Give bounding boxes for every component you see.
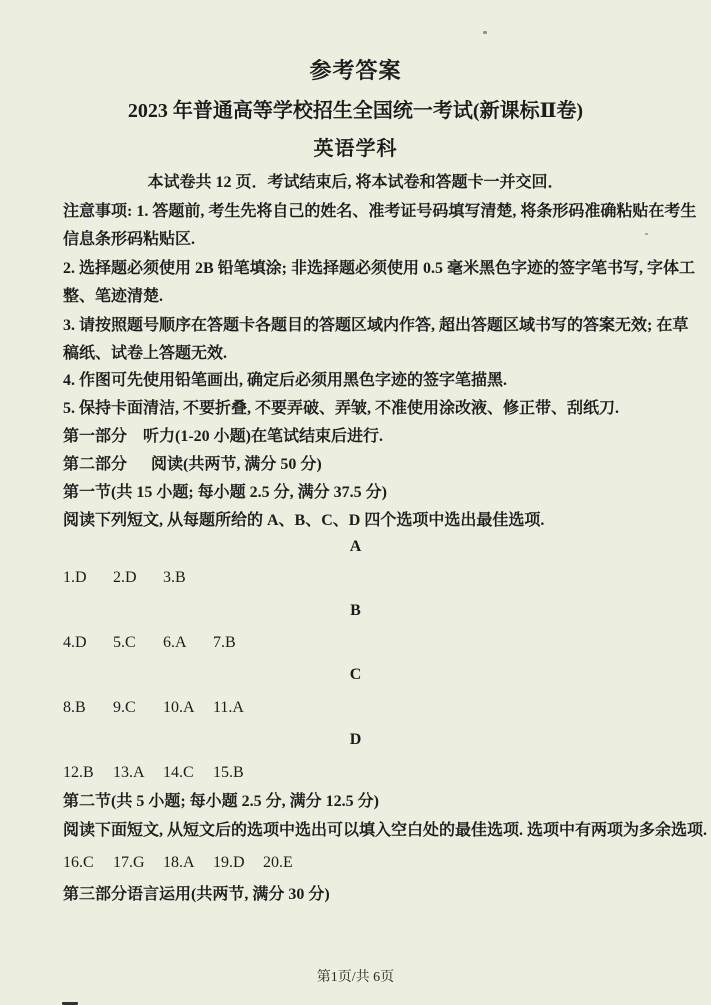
scan-artifact-dot [483, 31, 487, 34]
notice-line-7: 4. 作图可先使用铅笔画出, 确定后必须用黑色字迹的签字笔描黑. [63, 372, 508, 389]
answer-row-passage-c [63, 698, 263, 718]
notice-line-6: 稿纸、试卷上答题无效. [63, 345, 228, 362]
answer-item: 6.A [163, 634, 187, 651]
answer-item: 19.D [213, 854, 245, 871]
section-part2-reading: 第二部分 阅读(共两节, 满分 50 分) [63, 456, 322, 473]
passage-label-b: B [350, 602, 361, 619]
answer-item: 3.B [163, 569, 186, 586]
passage-label-d: D [349, 731, 362, 748]
return-instruction: 本试卷共 12 页．考试结束后, 将本试卷和答题卡一并交回． [147, 174, 564, 191]
answer-row-passage-d [63, 763, 263, 783]
answer-item: 7.B [213, 634, 236, 651]
answer-item: 13.A [113, 764, 145, 781]
passage-label-a: A [349, 538, 362, 555]
answer-item: 15.B [213, 764, 244, 781]
answer-item: 10.A [163, 699, 195, 716]
subject-title: 英语学科 [313, 138, 398, 160]
answer-item: 9.C [113, 699, 136, 716]
section-part2-section1-header: 第一节(共 15 小题; 每小题 2.5 分, 满分 37.5 分) [63, 484, 387, 501]
answer-item: 14.C [163, 764, 194, 781]
answer-item: 16.C [63, 854, 94, 871]
notice-line-5: 3. 请按照题号顺序在答题卡各题目的答题区域内作答, 超出答题区域书写的答案无效; 在草 [63, 317, 689, 334]
answer-item: 1.D [63, 569, 87, 586]
notice-line-3: 2. 选择题必须使用 2B 铅笔填涂; 非选择题必须使用 0.5 毫米黑色字迹的签字笔书写, 字体工 [63, 260, 696, 277]
answer-item: 5.C [113, 634, 136, 651]
answer-item: 4.D [63, 634, 87, 651]
page-number-footer: 第1页/共 6页 [316, 970, 395, 985]
answer-item: 18.A [163, 854, 195, 871]
section-part2-section2-header: 第二节(共 5 小题; 每小题 2.5 分, 满分 12.5 分) [63, 793, 379, 810]
notice-line-8: 5. 保持卡面清洁, 不要折叠, 不要弄破、弄皱, 不准使用涂改液、修正带、刮纸刀. [63, 400, 620, 417]
answer-item: 2.D [113, 569, 137, 586]
answer-item: 8.B [63, 699, 86, 716]
section-part1-listening: 第一部分 听力(1-20 小题)在笔试结束后进行. [63, 428, 383, 445]
section-part3-language-use: 第三部分语言运用(共两节, 满分 30 分) [63, 886, 330, 903]
answer-item: 12.B [63, 764, 94, 781]
answer-item: 11.A [213, 699, 244, 716]
page-title: 参考答案 [309, 58, 402, 83]
section-part2-section1-direction: 阅读下列短文, 从每题所给的 A、B、C、D 四个选项中选出最佳选项. [63, 512, 545, 529]
notice-line-2: 信息条形码粘贴区. [63, 231, 196, 248]
answer-row-passage-a [63, 568, 213, 588]
answer-item: 17.G [113, 854, 145, 871]
answer-row-passage-b [63, 633, 263, 653]
notice-line-1: 注意事项: 1. 答题前, 考生先将自己的姓名、准考证号码填写清楚, 将条形码准确粘贴在考生 [63, 203, 697, 220]
scan-artifact-dot [645, 233, 648, 235]
section-part2-section2-direction: 阅读下面短文, 从短文后的选项中选出可以填入空白处的最佳选项. 选项中有两项为多余选项. [63, 822, 708, 839]
notice-line-4: 整、笔迹清楚. [63, 288, 164, 305]
exam-title: 2023 年普通高等学校招生全国统一考试(新课标Ⅱ卷) [127, 100, 584, 122]
answer-item: 20.E [263, 854, 293, 871]
passage-label-c: C [349, 666, 362, 683]
answer-row-section2 [63, 853, 313, 873]
